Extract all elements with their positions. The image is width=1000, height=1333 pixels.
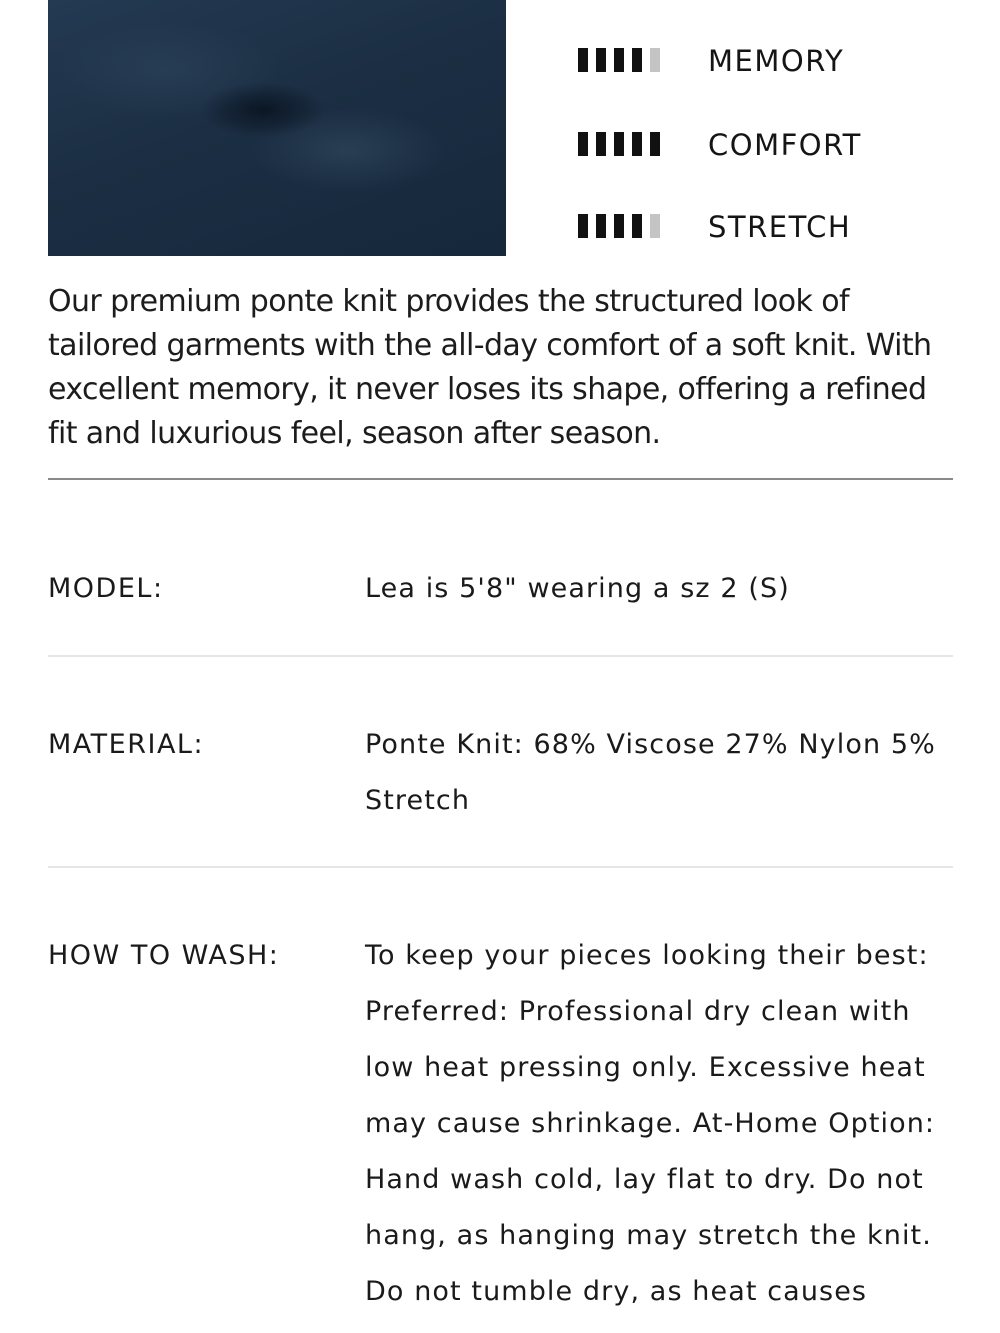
rating-bars: [578, 214, 668, 238]
spec-value-model: Lea is 5'8" wearing a sz 2 (S): [365, 573, 790, 604]
spec-divider: [48, 866, 953, 868]
rating-bar-empty: [650, 48, 660, 72]
rating-bar-filled: [596, 132, 606, 156]
rating-bar-filled: [632, 48, 642, 72]
spec-label-material: MATERIAL:: [48, 729, 205, 760]
rating-bar-filled: [596, 214, 606, 238]
rating-label-stretch: STRETCH: [708, 210, 852, 244]
fabric-swatch-image: [48, 0, 506, 256]
rating-bar-filled: [650, 132, 660, 156]
product-description: Our premium ponte knit provides the structured look of tailored garments with the all-day comfort of a soft knit. With excellent memory, it never loses its shape, offering a refined fit and luxurious feel, season after season.: [48, 284, 932, 451]
rating-bar-filled: [578, 214, 588, 238]
rating-bars: [578, 48, 668, 72]
rating-bar-filled: [614, 214, 624, 238]
rating-bar-filled: [614, 48, 624, 72]
spec-value-material: Ponte Knit: 68% Viscose 27% Nylon 5% Stretch: [365, 729, 936, 816]
rating-memory: [578, 46, 978, 76]
rating-bar-filled: [632, 132, 642, 156]
rating-bar-filled: [596, 48, 606, 72]
rating-bar-filled: [614, 132, 624, 156]
rating-stretch: [578, 212, 978, 242]
rating-comfort: [578, 130, 978, 160]
rating-bar-filled: [578, 132, 588, 156]
spec-value-wash: To keep your pieces looking their best: Preferred: Professional dry clean with low heat pressing only. Excessive heat may cause shrinkage. At-Home Option: Hand wash cold, lay flat to dry. Do not hang, as hanging may stretch the knit. Do not tumble dry, as heat causes: [365, 940, 936, 1307]
spec-label-model: MODEL:: [48, 573, 164, 604]
rating-label-memory: MEMORY: [708, 44, 845, 78]
section-divider: [48, 478, 953, 480]
spec-label-wash: HOW TO WASH:: [48, 940, 280, 971]
rating-bar-filled: [632, 214, 642, 238]
rating-bar-empty: [650, 214, 660, 238]
spec-divider: [48, 655, 953, 657]
rating-label-comfort: COMFORT: [708, 128, 862, 162]
rating-bars: [578, 132, 668, 156]
rating-bar-filled: [578, 48, 588, 72]
